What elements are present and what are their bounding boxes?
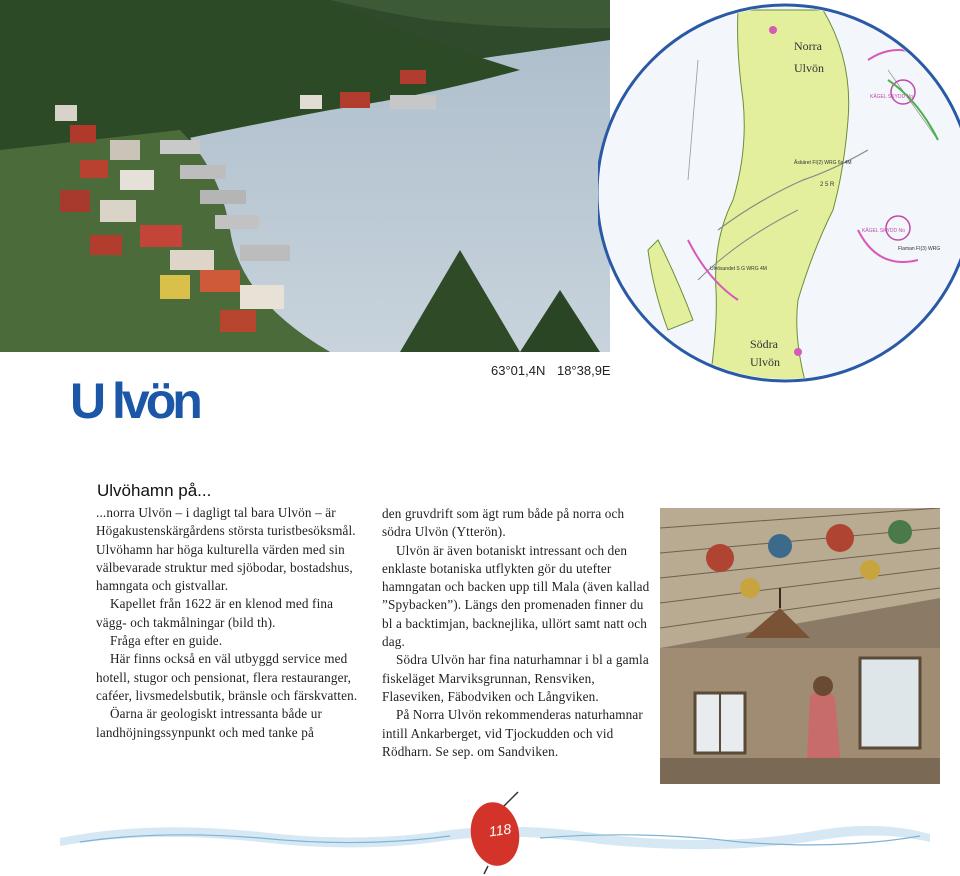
article-column-2 <box>382 505 654 761</box>
nautical-chart <box>598 0 960 392</box>
article-column-1 <box>96 504 366 742</box>
paragraph: Öarna är geologiskt intressanta både ur landhöjningssynpunkt och med tanke på <box>96 706 323 740</box>
paragraph: Ulvön är även botaniskt intressant och den enklaste botaniska utflykten gör du utefter hamngatan och backen upp till Mala (även kallad ”Spybacken”). Längs den promenaden finner du bl a backtimjan, backnejlika, ullört samt natt och dag. <box>382 542 650 650</box>
chapel-interior-photo <box>660 508 940 784</box>
map-label-ulvon-top: Ulvön <box>794 61 824 75</box>
paragraph: Fråga efter en guide. <box>110 633 223 649</box>
map-label-flaman: Flaman FI(3) WRG <box>898 246 941 252</box>
page-title: U lvön <box>70 373 199 429</box>
map-label-depth: 2 5 R <box>820 182 835 188</box>
page-number: 118 <box>487 820 513 840</box>
map-label-kagel1: KÄGEL SKYDD No <box>870 94 913 100</box>
map-label-norra: Norra <box>794 39 822 53</box>
paragraph: Södra Ulvön har fina naturhamnar i bl a gamla fiskeläget Marviksgrunnan, Rensviken, Flaseviken, Fäbodviken och Långviken. <box>382 652 649 704</box>
map-label-ulvosund: Ulvösundet S G WRG 4M <box>710 266 767 272</box>
map-label-ulvon-bottom: Ulvön <box>750 355 780 369</box>
paragraph: den gruvdrift som ägt rum både på norra och södra Ulvön (Ytterön). <box>382 506 625 540</box>
coordinates: 63°01,4N 18°38,9E <box>491 363 611 378</box>
map-label-sodra: Södra <box>750 337 778 351</box>
paragraph: Kapellet från 1622 är en klenod med fina vägg- och takmålningar (bild th). <box>96 596 334 630</box>
paragraph: ...norra Ulvön – i dagligt tal bara Ulvön – är Högakustenskärgårdens största turistbesöksmål. Ulvöhamn har höga kulturella värden med sin välbevarade struktur med sjöbodar, bostadshus, hamngata och gistvallar. <box>96 505 356 594</box>
map-label-kagel2: KÄGEL SKYDD No <box>862 228 905 234</box>
paragraph: På Norra Ulvön rekommenderas naturhamnar intill Ankarberget, vid Tjockudden och vid Rödharn. Se sep. om Sandviken. <box>382 707 643 759</box>
article-subhead: Ulvöhamn på... <box>97 481 212 500</box>
map-label-askaret: Åskäret FI(2) WRG 6s 4M <box>794 160 852 166</box>
harbor-photo <box>0 0 610 352</box>
paragraph: Här finns också en väl utbyggd service med hotell, stugor och pensionat, flera restauranger, caféer, livsmedelsbutik, bränsle och färskvatten. <box>96 651 358 703</box>
